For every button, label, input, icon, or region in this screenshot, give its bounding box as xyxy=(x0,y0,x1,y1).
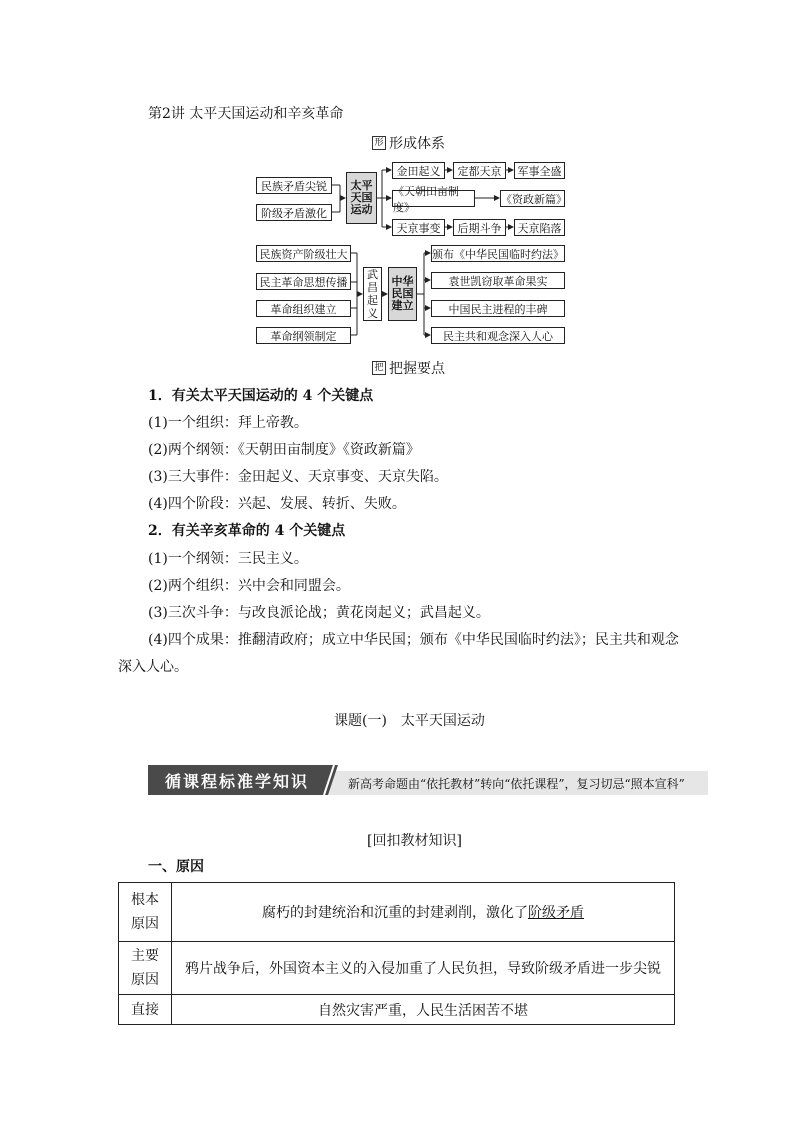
cause-key: 主要原因 xyxy=(131,948,159,988)
section-yi-heading: 一、原因 xyxy=(148,859,204,875)
banner-divider-icon xyxy=(318,765,338,795)
point-item: (3)三次斗争：与改良派论战；黄花岗起义；武昌起义。 xyxy=(148,605,490,621)
tp-cause-box: 民族矛盾尖锐 xyxy=(256,177,332,194)
cause-text: 鸦片战争后，外国资本主义的入侵加重了人民负担，导致阶级矛盾进一步尖锐 xyxy=(185,961,661,977)
tp-cause-box: 阶级矛盾激化 xyxy=(256,204,332,221)
point-item: (2)两个纲领：《天朝田亩制度》《资政新篇》 xyxy=(148,442,420,458)
recall-heading: [回扣教材知识] xyxy=(367,833,462,849)
cause-text: 自然灾害严重，人民生活困苦不堪 xyxy=(318,1002,528,1019)
points-heading: 1．有关太平天国运动的 4 个关键点 xyxy=(148,388,374,404)
tp-stage-box: 定都天京 xyxy=(453,162,506,179)
point-item: (1)一个纲领：三民主义。 xyxy=(148,551,308,567)
table-row xyxy=(119,883,675,942)
xh-cause-box: 革命组织建立 xyxy=(256,300,351,317)
taiping-center-box xyxy=(346,172,377,224)
zhonghua-box xyxy=(388,267,417,321)
table-row xyxy=(119,995,675,1025)
taiping-center-label: 太平天国运动 xyxy=(350,179,373,216)
section-heading-points xyxy=(372,358,445,378)
section-marker-icon: 形 xyxy=(372,136,386,150)
cause-text-underlined: 阶级矛盾 xyxy=(528,905,584,921)
point-item: (3)三大事件：金田起义、天京事变、天京失陷。 xyxy=(148,469,448,485)
table-row xyxy=(119,942,675,995)
xh-result-box: 中国民主进程的丰碑 xyxy=(431,300,565,317)
points-heading: 2．有关辛亥革命的 4 个关键点 xyxy=(148,523,346,539)
point-item-continuation: 深入人心。 xyxy=(118,659,188,675)
lecture-title: 第2讲 太平天国运动和辛亥革命 xyxy=(148,106,344,122)
tp-program-box: 《资政新篇》 xyxy=(500,190,565,207)
xh-result-box: 颁布《中华民国临时约法》 xyxy=(431,245,565,262)
banner-subtitle: 新高考命题由“依托教材”转向“依托课程”，复习切忌“照本宣科” xyxy=(326,771,708,795)
cause-key: 直接 xyxy=(131,1001,159,1018)
topic-title: 课题(一) 太平天国运动 xyxy=(334,713,485,729)
table-key-cell xyxy=(119,883,172,942)
point-item: (1)一个组织：拜上帝教。 xyxy=(148,415,308,431)
section-title: 把握要点 xyxy=(389,361,445,377)
table-key-cell xyxy=(119,995,172,1025)
tp-program-box: 《天朝田亩制度》 xyxy=(392,190,475,207)
point-item: (2)两个组织：兴中会和同盟会。 xyxy=(148,578,350,594)
xh-cause-box: 民族资产阶级壮大 xyxy=(256,245,351,262)
cause-key: 根本原因 xyxy=(131,892,159,932)
tp-stage-box: 天京事变 xyxy=(392,219,445,236)
course-standard-banner xyxy=(148,765,708,795)
zhonghua-label: 中华民国建立 xyxy=(391,275,414,312)
tp-stage-box: 军事全盛 xyxy=(514,162,565,179)
wuchang-box xyxy=(363,267,382,321)
section-title: 形成体系 xyxy=(389,136,445,152)
banner-title: 循课程标准学知识 xyxy=(148,765,326,795)
tp-stage-box: 后期斗争 xyxy=(453,219,506,236)
table-value-cell xyxy=(172,883,675,942)
point-item: (4)四个成果：推翻清政府；成立中华民国；颁布《中华民国临时约法》；民主共和观念 xyxy=(148,632,679,648)
table-key-cell xyxy=(119,942,172,995)
section-marker-icon: 把 xyxy=(372,361,386,375)
xh-cause-box: 民主革命思想传播 xyxy=(256,273,351,290)
tp-stage-box: 金田起义 xyxy=(392,162,445,179)
tp-stage-box: 天京陷落 xyxy=(514,219,565,236)
xh-result-box: 袁世凯窃取革命果实 xyxy=(431,272,565,289)
xh-cause-box: 革命纲领制定 xyxy=(256,327,351,344)
xh-result-box: 民主共和观念深入人心 xyxy=(431,327,565,344)
point-item: (4)四个阶段：兴起、发展、转折、失败。 xyxy=(148,496,406,512)
table-value-cell xyxy=(172,942,675,995)
wuchang-label: 武昌起义 xyxy=(367,268,378,320)
cause-table xyxy=(118,882,675,1025)
table-value-cell xyxy=(172,995,675,1025)
cause-text: 腐朽的封建统治和沉重的封建剥削，激化了 xyxy=(262,905,528,921)
